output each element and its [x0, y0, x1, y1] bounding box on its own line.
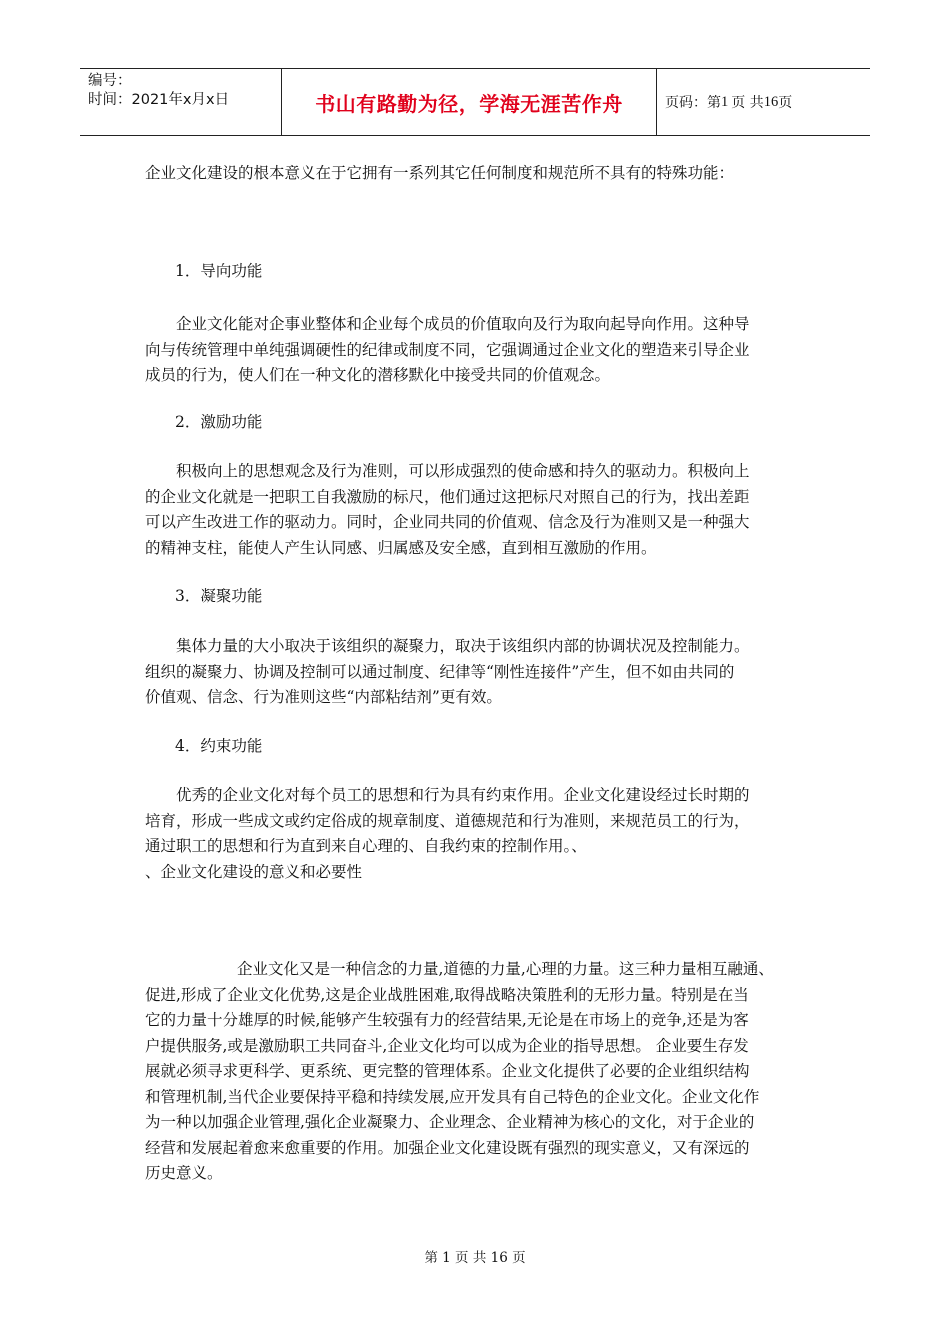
- footer-mid: 页 共: [455, 1250, 487, 1266]
- paragraph-line: 促进,形成了企业文化优势,这是企业战胜困难,取得战略决策胜利的无形力量。特别是在当: [145, 985, 749, 1004]
- intro-paragraph: 企业文化建设的根本意义在于它拥有一系列其它任何制度和规范所不具有的特殊功能：: [145, 164, 735, 182]
- paragraph-line: 向与传统管理中单纯强调硬性的纪律或制度不同，它强调通过企业文化的塑造来引导企业: [145, 340, 750, 359]
- header-motto: 书山有路勤为径，学海无涯苦作舟: [282, 69, 657, 135]
- page-prefix: 页码：第: [665, 95, 721, 111]
- paragraph-constraint: [145, 783, 815, 885]
- footer-suffix: 页: [512, 1250, 526, 1266]
- page-mid: 页 共: [731, 95, 764, 111]
- paragraph-line: 可以产生改进工作的驱动力。同时，企业同共同的价值观、信念及行为准则又是一种强大: [145, 513, 750, 531]
- paragraph-line: 企业文化能对企事业整体和企业每个成员的价值取向及行为取向起导向作用。这种导: [176, 315, 750, 333]
- heading-constraint: 4．约束功能: [175, 737, 263, 755]
- paragraph-line: 展就必须寻求更科学、更系统、更完整的管理体系。企业文化提供了必要的企业组织结构: [145, 1062, 750, 1080]
- header-meta-cell: [80, 69, 282, 135]
- page-total: 16: [763, 93, 779, 110]
- date-label: 时间：2021年x月x日: [88, 92, 230, 108]
- paragraph-line: 组织的凝聚力、协调及控制可以通过制度、纪律等“刚性连接件”产生，但不如由共同的: [145, 662, 735, 681]
- paragraph-line: 它的力量十分雄厚的时候,能够产生较强有力的经营结果,无论是在市场上的竞争,还是为客: [145, 1011, 749, 1029]
- section-heading: 、企业文化建设的意义和必要性: [145, 862, 363, 881]
- paragraph-line: 价值观、信念、行为准则这些“内部粘结剂”更有效。: [145, 688, 502, 706]
- paragraph-guidance: [145, 312, 815, 389]
- footer-prefix: 第: [424, 1250, 438, 1266]
- paragraph-line: 历史意义。: [145, 1164, 223, 1182]
- paragraph-line: 和管理机制,当代企业要保持平稳和持续发展,应开发具有自己特色的企业文化。企业文化作: [145, 1087, 760, 1106]
- page-suffix: 页: [778, 95, 793, 111]
- paragraph-line: 的精神支柱，能使人产生认同感、归属感及安全感，直到相互激励的作用。: [145, 538, 657, 557]
- paragraph-significance: [145, 957, 815, 1187]
- paragraph-line: 积极向上的思想观念及行为准则，可以形成强烈的使命感和持久的驱动力。积极向上: [176, 462, 750, 480]
- heading-guidance: 1．导向功能: [175, 262, 263, 280]
- header-page-info: [657, 69, 870, 135]
- paragraph-line: 的企业文化就是一把职工自我激励的标尺，他们通过这把标尺对照自己的行为，找出差距: [145, 487, 750, 506]
- paragraph-line: 为一种以加强企业管理,强化企业凝聚力、企业理念、企业精神为核心的文化，对于企业的: [145, 1113, 755, 1131]
- footer-total: 16: [490, 1250, 508, 1266]
- paragraph-incentive: [145, 459, 815, 561]
- page-footer: [0, 1246, 950, 1266]
- paragraph-line: 培育，形成一些成文或约定俗成的规章制度、道德规范和行为准则，来规范员工的行为，: [145, 811, 750, 830]
- header-table: [80, 68, 870, 136]
- footer-current: 1: [442, 1250, 451, 1266]
- serial-label: 编号：: [88, 73, 132, 89]
- paragraph-line: 集体力量的大小取决于该组织的凝聚力，取决于该组织内部的协调状况及控制能力。: [176, 637, 750, 655]
- paragraph-cohesion: [145, 634, 815, 711]
- paragraph-line: 通过职工的思想和行为直到来自心理的、自我约束的控制作用。、: [145, 837, 587, 855]
- paragraph-line: 优秀的企业文化对每个员工的思想和行为具有约束作用。企业文化建设经过长时期的: [176, 786, 750, 804]
- page-current: 1: [721, 93, 729, 110]
- heading-incentive: 2．激励功能: [175, 413, 263, 431]
- paragraph-line: 企业文化又是一种信念的力量,道德的力量,心理的力量。这三种力量相互融通、: [237, 960, 774, 978]
- paragraph-line: 成员的行为，使人们在一种文化的潜移默化中接受共同的价值观念。: [145, 366, 611, 384]
- paragraph-line: 户提供服务,或是激励职工共同奋斗,企业文化均可以成为企业的指导思想。 企业要生存发: [145, 1036, 749, 1055]
- paragraph-line: 经营和发展起着愈来愈重要的作用。加强企业文化建设既有强烈的现实意义，又有深远的: [145, 1138, 750, 1157]
- heading-cohesion: 3．凝聚功能: [175, 587, 263, 605]
